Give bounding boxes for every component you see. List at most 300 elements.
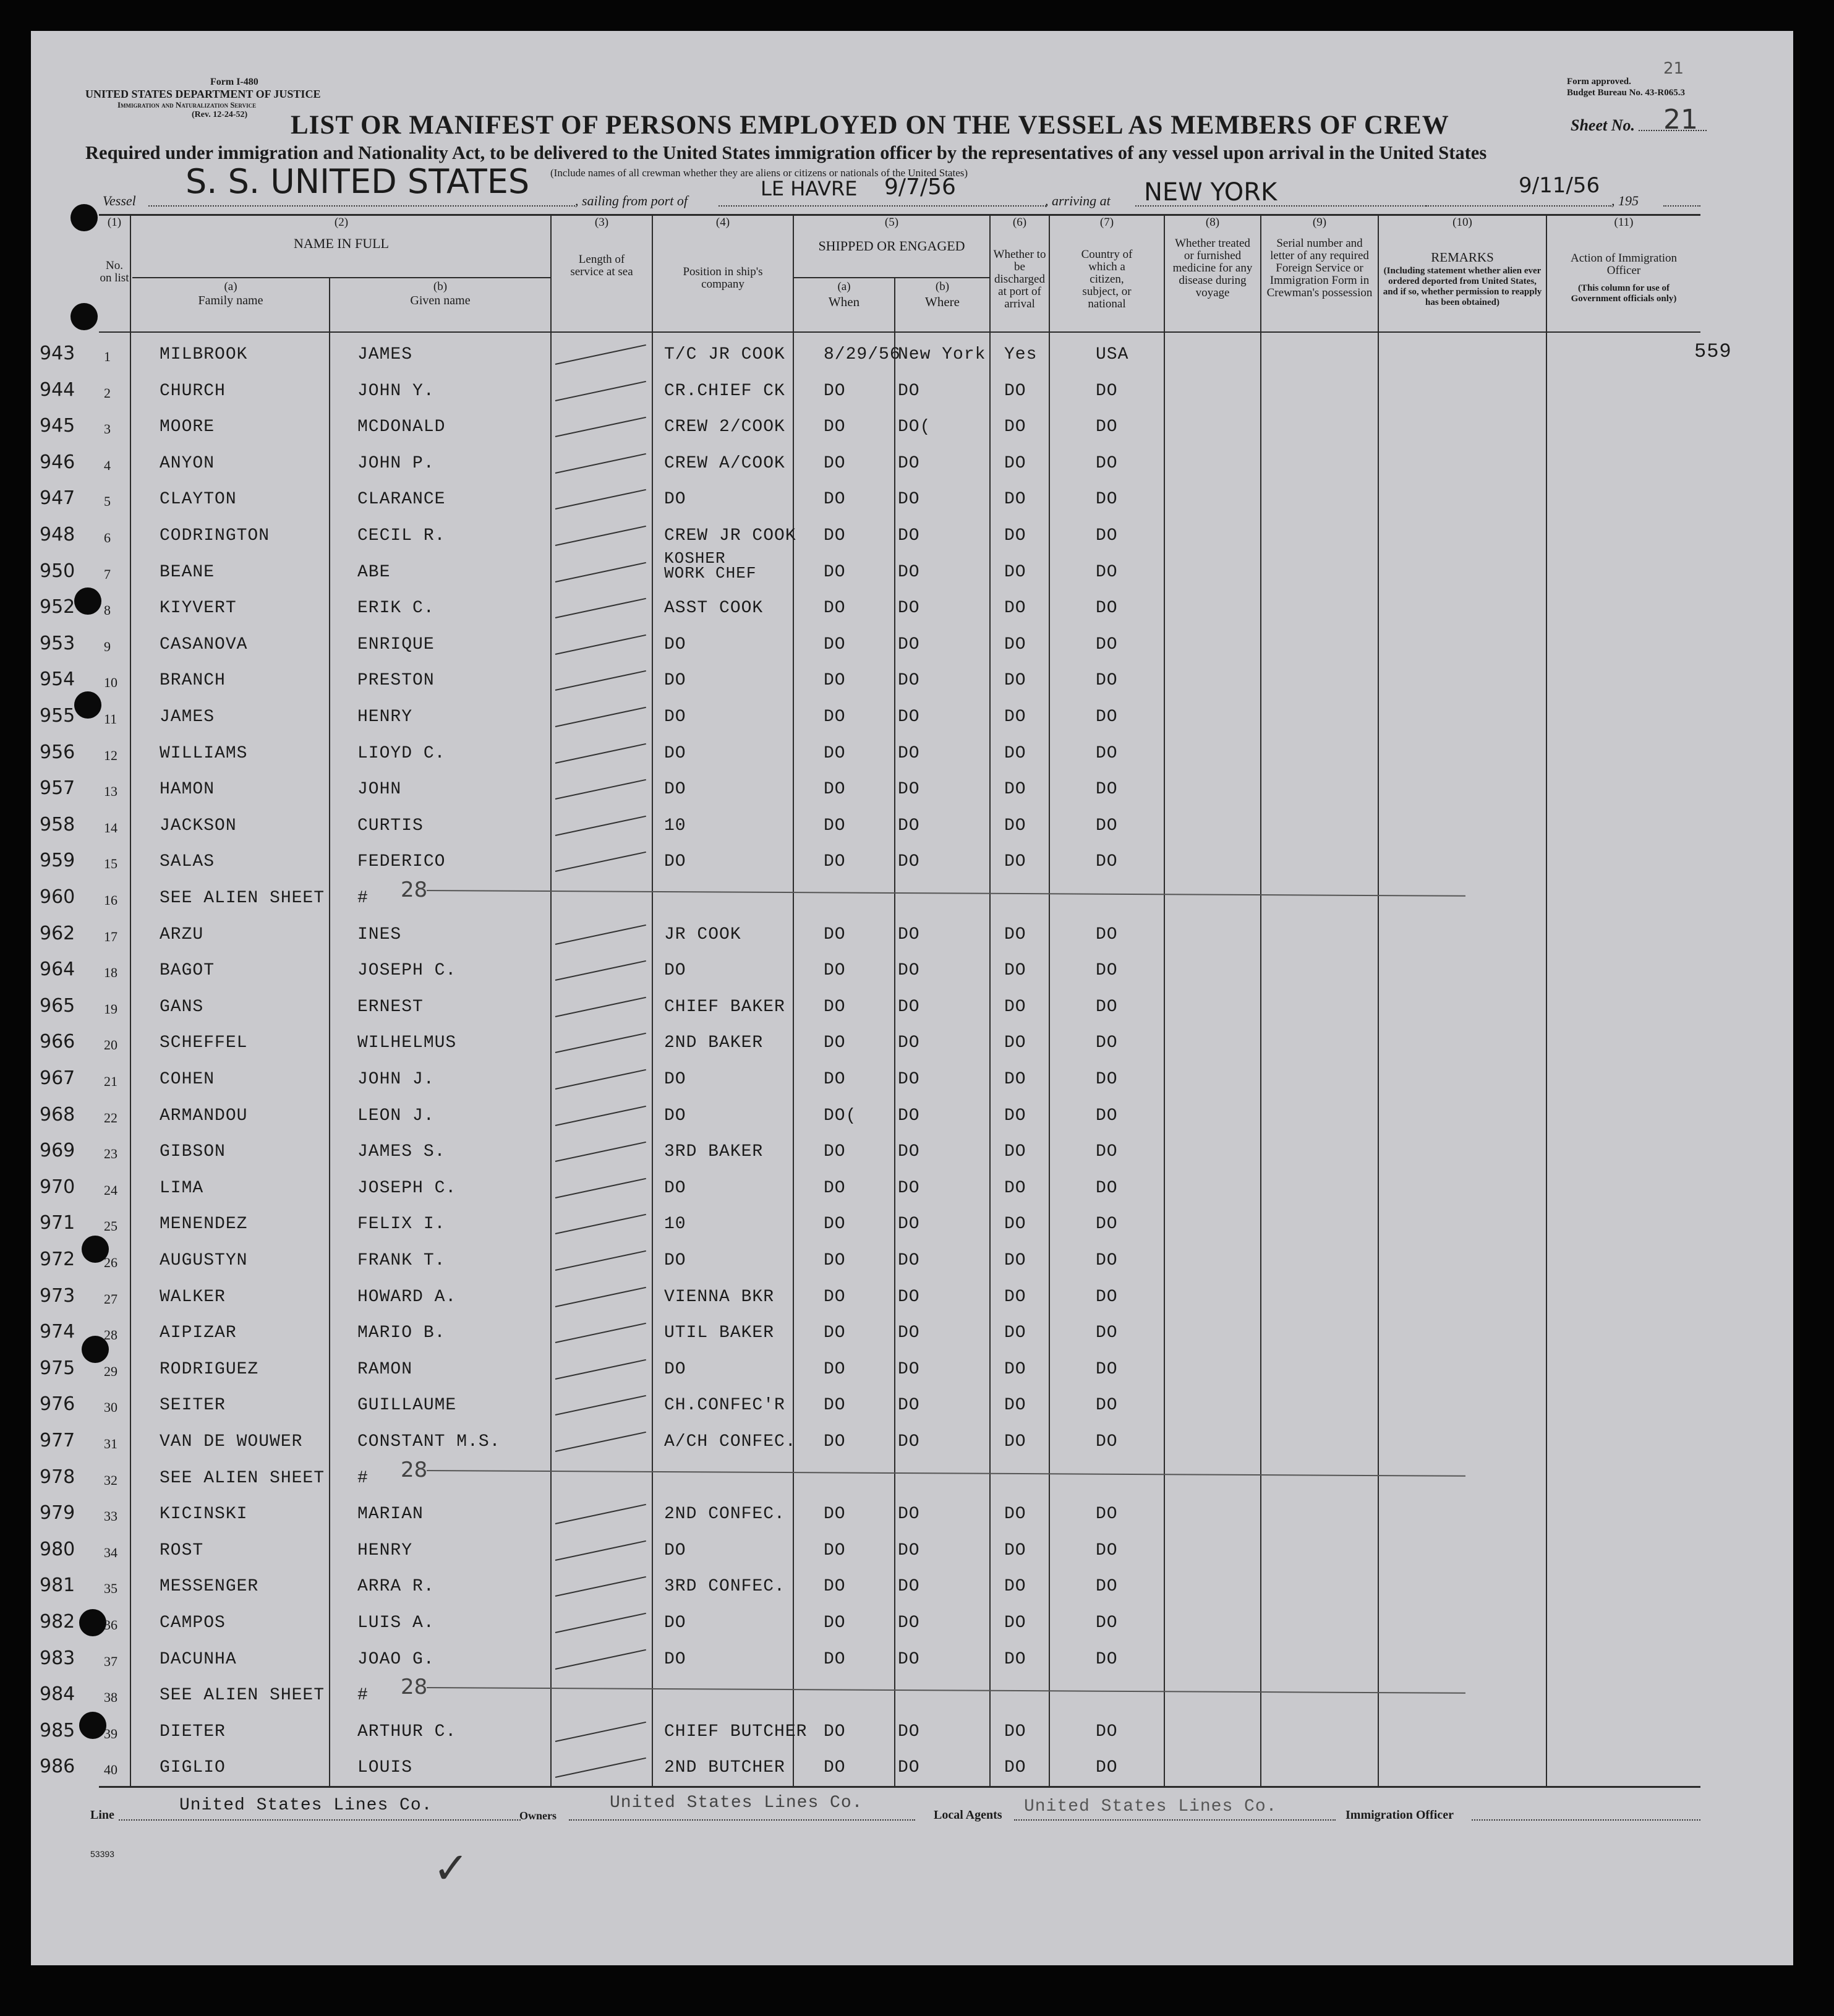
shipped-when[interactable]: DO (824, 743, 846, 763)
shipped-when[interactable]: DO (824, 526, 846, 545)
discharged[interactable]: DO (1004, 1106, 1026, 1125)
given-name[interactable]: JOHN (357, 780, 402, 800)
shipped-when[interactable]: DO (824, 1722, 846, 1741)
shipped-where[interactable]: DO (898, 1758, 920, 1778)
country[interactable]: DO (1096, 1142, 1118, 1162)
country[interactable]: DO (1096, 1649, 1118, 1669)
position[interactable]: DO (664, 1106, 686, 1125)
family-name[interactable]: VAN DE WOUWER (160, 1432, 303, 1451)
family-name[interactable]: ARMANDOU (160, 1106, 248, 1125)
position[interactable]: KOSHER (664, 549, 726, 568)
sheet-note: 21 (1663, 59, 1684, 78)
shipped-when[interactable]: DO (824, 1613, 846, 1633)
shipped-where[interactable]: DO (898, 997, 920, 1017)
shipped-when[interactable]: DO (824, 1505, 846, 1524)
shipped-where[interactable]: DO (898, 1432, 920, 1451)
shipped-when[interactable]: DO (824, 1432, 846, 1451)
discharged[interactable]: DO (1004, 671, 1026, 691)
family-name[interactable]: CAMPOS (160, 1613, 226, 1633)
shipped-where[interactable]: DO (898, 925, 920, 944)
country[interactable]: DO (1096, 1323, 1118, 1343)
family-name[interactable]: SALAS (160, 852, 215, 872)
sailing-port[interactable]: LE HAVRE (761, 177, 858, 200)
given-name[interactable]: FELIX I. (357, 1215, 446, 1234)
sailing-date[interactable]: 9/7/56 (884, 174, 956, 200)
family-name[interactable]: AUGUSTYN (160, 1251, 248, 1270)
owners-value[interactable]: United States Lines Co. (610, 1793, 863, 1813)
alien-sheet-number[interactable]: 28 (401, 1675, 428, 1700)
position[interactable]: T/C JR COOK (664, 345, 785, 364)
shipped-where[interactable]: DO (898, 1287, 920, 1307)
line-number: 22 (104, 1109, 117, 1125)
shipped-when[interactable]: DO (824, 1540, 846, 1560)
given-name[interactable]: # (357, 1468, 369, 1488)
given-name[interactable]: ERIK C. (357, 599, 435, 618)
country[interactable]: DO (1096, 925, 1118, 944)
given-name[interactable]: # (357, 889, 369, 908)
shipped-where[interactable]: DO (898, 1505, 920, 1524)
family-name[interactable]: CLAYTON (160, 490, 237, 510)
family-name[interactable]: SEE ALIEN SHEET (160, 889, 325, 908)
country[interactable]: USA (1096, 345, 1129, 364)
vessel-name[interactable]: S. S. UNITED STATES (186, 162, 530, 201)
country[interactable]: DO (1096, 1396, 1118, 1416)
discharged[interactable]: DO (1004, 1505, 1026, 1524)
family-name[interactable]: MENENDEZ (160, 1215, 248, 1234)
shipped-where[interactable]: DO (898, 671, 920, 691)
discharged[interactable]: DO (1004, 417, 1026, 437)
family-name[interactable]: MOORE (160, 417, 215, 437)
shipped-when[interactable]: DO (824, 1033, 846, 1053)
country[interactable]: DO (1096, 490, 1118, 510)
line-number: 11 (104, 711, 117, 727)
given-name[interactable]: MCDONALD (357, 417, 446, 437)
given-name[interactable]: ENRIQUE (357, 634, 435, 654)
shipped-when[interactable]: DO (824, 634, 846, 654)
discharged[interactable]: DO (1004, 562, 1026, 582)
family-name[interactable]: HAMON (160, 780, 215, 800)
shipped-where[interactable]: DO (898, 961, 920, 981)
action-number[interactable]: 559 (1694, 340, 1732, 363)
shipped-when[interactable]: DO (824, 417, 846, 437)
position[interactable]: CHIEF BUTCHER (664, 1722, 808, 1741)
family-name[interactable]: RODRIGUEZ (160, 1359, 259, 1379)
country[interactable]: DO (1096, 1106, 1118, 1125)
country[interactable]: DO (1096, 816, 1118, 835)
discharged[interactable]: DO (1004, 1178, 1026, 1198)
agents-value[interactable]: United States Lines Co. (1024, 1797, 1277, 1816)
country[interactable]: DO (1096, 526, 1118, 545)
country[interactable]: DO (1096, 453, 1118, 473)
position[interactable]: A/CH CONFEC. (664, 1432, 796, 1451)
shipped-when[interactable]: DO (824, 562, 846, 582)
position[interactable]: DO (664, 1178, 686, 1198)
position[interactable]: DO (664, 634, 686, 654)
country[interactable]: DO (1096, 671, 1118, 691)
given-name[interactable]: JOSEPH C. (357, 961, 457, 981)
country[interactable]: DO (1096, 1178, 1118, 1198)
family-name[interactable]: SEE ALIEN SHEET (160, 1686, 325, 1706)
shipped-when[interactable]: DO (824, 780, 846, 800)
family-name[interactable]: CHURCH (160, 381, 226, 401)
discharged[interactable]: DO (1004, 743, 1026, 763)
shipped-where[interactable]: DO (898, 1251, 920, 1270)
discharged[interactable]: DO (1004, 1359, 1026, 1379)
shipped-where[interactable]: DO (898, 1215, 920, 1234)
country[interactable]: DO (1096, 1359, 1118, 1379)
country[interactable]: DO (1096, 707, 1118, 727)
country[interactable]: DO (1096, 1215, 1118, 1234)
shipped-when[interactable]: DO (824, 1215, 846, 1234)
shipped-where[interactable]: DO (898, 1359, 920, 1379)
country[interactable]: DO (1096, 381, 1118, 401)
shipped-when[interactable]: DO (824, 997, 846, 1017)
discharged[interactable]: DO (1004, 1540, 1026, 1560)
discharged[interactable]: DO (1004, 599, 1026, 618)
given-name[interactable]: FEDERICO (357, 852, 446, 872)
country[interactable]: DO (1096, 417, 1118, 437)
position[interactable]: DO (664, 1070, 686, 1089)
col2-number: (2) (334, 216, 349, 229)
discharged[interactable]: DO (1004, 707, 1026, 727)
given-name[interactable]: JAMES S. (357, 1142, 446, 1162)
discharged[interactable]: DO (1004, 1396, 1026, 1416)
discharged[interactable]: DO (1004, 961, 1026, 981)
line-number: 38 (104, 1689, 117, 1706)
family-name[interactable]: JAMES (160, 707, 215, 727)
position[interactable]: VIENNA BKR (664, 1287, 775, 1307)
col5b-number: (b) (935, 280, 950, 293)
family-name[interactable]: BAGOT (160, 961, 215, 981)
discharged[interactable]: DO (1004, 852, 1026, 872)
discharged[interactable]: DO (1004, 1070, 1026, 1089)
family-name[interactable]: DACUNHA (160, 1649, 237, 1669)
position[interactable]: DO (664, 671, 686, 691)
position[interactable]: ASST COOK (664, 599, 764, 618)
given-name[interactable]: JOHN J. (357, 1070, 435, 1089)
family-name[interactable]: GANS (160, 997, 204, 1017)
shipped-when[interactable]: DO (824, 599, 846, 618)
shipped-when[interactable]: DO (824, 1758, 846, 1778)
family-name[interactable]: BEANE (160, 562, 215, 582)
discharged[interactable]: DO (1004, 453, 1026, 473)
position-line2[interactable]: WORK CHEF (664, 563, 757, 583)
ref-number: 957 (40, 777, 75, 800)
shipped-when[interactable]: 8/29/56 (824, 345, 901, 364)
country[interactable]: DO (1096, 599, 1118, 618)
shipped-when[interactable]: DO (824, 1070, 846, 1089)
country[interactable]: DO (1096, 634, 1118, 654)
discharged[interactable]: DO (1004, 526, 1026, 545)
family-name[interactable]: ROST (160, 1540, 204, 1560)
family-name[interactable]: ARZU (160, 925, 204, 944)
position[interactable]: DO (664, 490, 686, 510)
discharged[interactable]: DO (1004, 1613, 1026, 1633)
col3-label: Length of service at sea (570, 253, 633, 278)
position[interactable]: DO (664, 1359, 686, 1379)
given-name[interactable]: JAMES (357, 345, 413, 364)
discharged[interactable]: DO (1004, 1649, 1026, 1669)
shipped-where[interactable]: DO (898, 1323, 920, 1343)
position[interactable]: DO (664, 780, 686, 800)
country[interactable]: DO (1096, 852, 1118, 872)
country[interactable]: DO (1096, 961, 1118, 981)
family-name[interactable]: MILBROOK (160, 345, 248, 364)
given-name[interactable]: JOHN P. (357, 453, 435, 473)
shipped-where[interactable]: DO (898, 743, 920, 763)
position[interactable]: CREW A/COOK (664, 453, 785, 473)
given-name[interactable]: GUILLAUME (357, 1396, 457, 1416)
country[interactable]: DO (1096, 562, 1118, 582)
given-name[interactable]: MARIAN (357, 1505, 424, 1524)
position[interactable]: DO (664, 707, 686, 727)
discharged[interactable]: DO (1004, 1323, 1026, 1343)
given-name[interactable]: CURTIS (357, 816, 424, 835)
shipped-where[interactable]: DO (898, 780, 920, 800)
country[interactable]: DO (1096, 1287, 1118, 1307)
shipped-where[interactable]: DO (898, 816, 920, 835)
table-row (31, 1061, 1793, 1098)
shipped-where[interactable]: DO (898, 1649, 920, 1669)
family-name[interactable]: SEE ALIEN SHEET (160, 1468, 325, 1488)
position[interactable]: 3RD CONFEC. (664, 1577, 785, 1597)
given-name[interactable]: CECIL R. (357, 526, 446, 545)
strike-line (427, 890, 1465, 897)
line-value[interactable]: United States Lines Co. (179, 1796, 433, 1815)
given-name[interactable]: INES (357, 925, 402, 944)
family-name[interactable]: CASANOVA (160, 634, 248, 654)
alien-sheet-number[interactable]: 28 (401, 878, 428, 902)
country[interactable]: DO (1096, 1613, 1118, 1633)
given-name[interactable]: MARIO B. (357, 1323, 446, 1343)
position[interactable]: DO (664, 1251, 686, 1270)
shipped-when[interactable]: DO (824, 671, 846, 691)
family-name[interactable]: CODRINGTON (160, 526, 270, 545)
shipped-when[interactable]: DO (824, 852, 846, 872)
discharged[interactable]: DO (1004, 1577, 1026, 1597)
family-name[interactable]: WALKER (160, 1287, 226, 1307)
shipped-when[interactable]: DO (824, 1359, 846, 1379)
position[interactable]: DO (664, 1613, 686, 1633)
family-name[interactable]: GIBSON (160, 1142, 226, 1162)
shipped-where[interactable]: DO( (898, 417, 931, 437)
shipped-where[interactable]: DO (898, 599, 920, 618)
position[interactable]: 10 (664, 816, 686, 835)
country[interactable]: DO (1096, 780, 1118, 800)
shipped-when[interactable]: DO (824, 925, 846, 944)
given-name[interactable]: JOHN Y. (357, 381, 435, 401)
alien-sheet-number[interactable]: 28 (401, 1457, 428, 1482)
discharged[interactable]: DO (1004, 1287, 1026, 1307)
pen-stroke (555, 1323, 646, 1343)
discharged[interactable]: DO (1004, 1215, 1026, 1234)
pen-stroke (555, 1613, 646, 1633)
shipped-when[interactable]: DO (824, 816, 846, 835)
position[interactable]: JR COOK (664, 925, 741, 944)
discharged[interactable]: DO (1004, 1722, 1026, 1741)
family-name[interactable]: COHEN (160, 1070, 215, 1089)
shipped-where[interactable]: DO (898, 381, 920, 401)
shipped-where[interactable]: DO (898, 526, 920, 545)
given-name[interactable]: HOWARD A. (357, 1287, 457, 1307)
country[interactable]: DO (1096, 1432, 1118, 1451)
pen-stroke (555, 526, 646, 546)
position[interactable]: 2ND BUTCHER (664, 1758, 785, 1778)
given-name[interactable]: ABE (357, 562, 391, 582)
discharged[interactable]: DO (1004, 816, 1026, 835)
shipped-where[interactable]: DO (898, 1722, 920, 1741)
discharged[interactable]: DO (1004, 1758, 1026, 1778)
shipped-where[interactable]: DO (898, 707, 920, 727)
given-name[interactable]: CONSTANT M.S. (357, 1432, 501, 1451)
given-name[interactable]: LEON J. (357, 1106, 435, 1125)
position[interactable]: DO (664, 1649, 686, 1669)
given-name[interactable]: # (357, 1686, 369, 1706)
position[interactable]: CREW 2/COOK (664, 417, 785, 437)
country[interactable]: DO (1096, 1722, 1118, 1741)
table-row (31, 1641, 1793, 1678)
shipped-when[interactable]: DO (824, 490, 846, 510)
family-name[interactable]: WILLIAMS (160, 743, 248, 763)
position[interactable]: 2ND CONFEC. (664, 1505, 785, 1524)
given-name[interactable]: ERNEST (357, 997, 424, 1017)
shipped-where[interactable]: DO (898, 1540, 920, 1560)
family-name[interactable]: JACKSON (160, 816, 237, 835)
given-name[interactable]: ARTHUR C. (357, 1722, 457, 1741)
family-name[interactable]: SCHEFFEL (160, 1033, 248, 1053)
family-name[interactable]: KICINSKI (160, 1505, 248, 1524)
discharged[interactable]: DO (1004, 634, 1026, 654)
country[interactable]: DO (1096, 1758, 1118, 1778)
position[interactable]: CHIEF BAKER (664, 997, 785, 1017)
shipped-when[interactable]: DO (824, 1649, 846, 1669)
shipped-where[interactable]: DO (898, 852, 920, 872)
position[interactable]: DO (664, 961, 686, 981)
family-name[interactable]: SEITER (160, 1396, 226, 1416)
shipped-when[interactable]: DO (824, 1178, 846, 1198)
shipped-when[interactable]: DO (824, 1323, 846, 1343)
given-name[interactable]: WILHELMUS (357, 1033, 457, 1053)
shipped-where[interactable]: DO (898, 1178, 920, 1198)
arrival-date[interactable]: 9/11/56 (1519, 173, 1600, 198)
manifest-sheet (31, 31, 1793, 1965)
position[interactable]: DO (664, 1540, 686, 1560)
ref-number: 960 (40, 886, 75, 908)
shipped-when[interactable]: DO (824, 961, 846, 981)
position[interactable]: CREW JR COOK (664, 526, 796, 545)
given-name[interactable]: LOUIS (357, 1758, 413, 1778)
position[interactable]: CR.CHIEF CK (664, 381, 785, 401)
shipped-when[interactable]: DO (824, 707, 846, 727)
country[interactable]: DO (1096, 1540, 1118, 1560)
shipped-where[interactable]: DO (898, 453, 920, 473)
discharged[interactable]: DO (1004, 925, 1026, 944)
discharged[interactable]: DO (1004, 1033, 1026, 1053)
discharged[interactable]: DO (1004, 1432, 1026, 1451)
country[interactable]: DO (1096, 1070, 1118, 1089)
family-name[interactable]: LIMA (160, 1178, 204, 1198)
country[interactable]: DO (1096, 1033, 1118, 1053)
shipped-where[interactable]: DO (898, 1396, 920, 1416)
discharged[interactable]: DO (1004, 1142, 1026, 1162)
line-number: 33 (104, 1508, 117, 1524)
given-name[interactable]: CLARANCE (357, 490, 446, 510)
shipped-where[interactable]: DO (898, 634, 920, 654)
given-name[interactable]: ARRA R. (357, 1577, 435, 1597)
shipped-where[interactable]: DO (898, 1070, 920, 1089)
shipped-where[interactable]: DO (898, 1106, 920, 1125)
position[interactable]: UTIL BAKER (664, 1323, 775, 1343)
discharged[interactable]: DO (1004, 381, 1026, 401)
given-name[interactable]: LUIS A. (357, 1613, 435, 1633)
discharged[interactable]: DO (1004, 490, 1026, 510)
pen-stroke (555, 960, 646, 981)
shipped-when[interactable]: DO (824, 381, 846, 401)
arriving-port[interactable]: NEW YORK (1144, 178, 1277, 207)
family-name[interactable]: MESSENGER (160, 1577, 259, 1597)
discharged[interactable]: Yes (1004, 345, 1038, 364)
shipped-where[interactable]: DO (898, 1142, 920, 1162)
shipped-where[interactable]: DO (898, 1033, 920, 1053)
country[interactable]: DO (1096, 1505, 1118, 1524)
family-name[interactable]: DIETER (160, 1722, 226, 1741)
shipped-when[interactable]: DO( (824, 1106, 857, 1125)
shipped-where[interactable]: New York (898, 345, 986, 364)
discharged[interactable]: DO (1004, 780, 1026, 800)
position[interactable]: 2ND BAKER (664, 1033, 764, 1053)
country[interactable]: DO (1096, 743, 1118, 763)
family-name[interactable]: GIGLIO (160, 1758, 226, 1778)
discharged[interactable]: DO (1004, 997, 1026, 1017)
shipped-when[interactable]: DO (824, 1577, 846, 1597)
given-name[interactable]: RAMON (357, 1359, 413, 1379)
family-name[interactable]: ANYON (160, 453, 215, 473)
shipped-where[interactable]: DO (898, 1613, 920, 1633)
position[interactable]: DO (664, 743, 686, 763)
shipped-when[interactable]: DO (824, 1287, 846, 1307)
shipped-when[interactable]: DO (824, 1251, 846, 1270)
pen-stroke (555, 1395, 646, 1416)
given-name[interactable]: FRANK T. (357, 1251, 446, 1270)
shipped-where[interactable]: DO (898, 1577, 920, 1597)
given-name[interactable]: JOSEPH C. (357, 1178, 457, 1198)
given-name[interactable]: LIOYD C. (357, 743, 446, 763)
discharged[interactable]: DO (1004, 1251, 1026, 1270)
given-name[interactable]: HENRY (357, 1540, 413, 1560)
table-row (31, 409, 1793, 445)
given-name[interactable]: JOAO G. (357, 1649, 435, 1669)
shipped-when[interactable]: DO (824, 1142, 846, 1162)
table-row (31, 1496, 1793, 1532)
shipped-where[interactable]: DO (898, 562, 920, 582)
given-name[interactable]: HENRY (357, 707, 413, 727)
shipped-when[interactable]: DO (824, 453, 846, 473)
position[interactable]: 3RD BAKER (664, 1142, 764, 1162)
given-name[interactable]: PRESTON (357, 671, 435, 691)
family-name[interactable]: KIYVERT (160, 599, 237, 618)
family-name[interactable]: AIPIZAR (160, 1323, 237, 1343)
family-name[interactable]: BRANCH (160, 671, 226, 691)
country[interactable]: DO (1096, 997, 1118, 1017)
country[interactable]: DO (1096, 1577, 1118, 1597)
shipped-where[interactable]: DO (898, 490, 920, 510)
position[interactable]: CH.CONFEC'R (664, 1396, 785, 1416)
shipped-when[interactable]: DO (824, 1396, 846, 1416)
position[interactable]: DO (664, 852, 686, 872)
sheet-number: 21 (1663, 104, 1698, 135)
country[interactable]: DO (1096, 1251, 1118, 1270)
position[interactable]: 10 (664, 1215, 686, 1234)
